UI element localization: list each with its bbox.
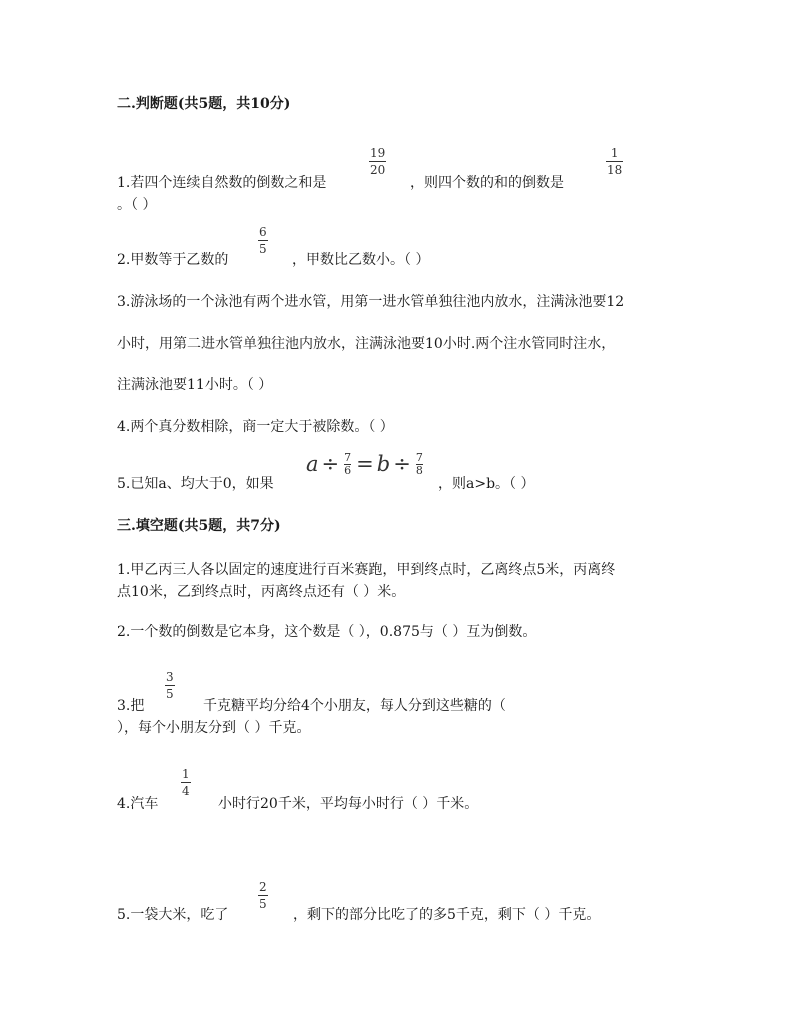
fraction-1-18 xyxy=(606,146,623,177)
question-text: ），每个小朋友分到（ ）千克。 xyxy=(117,720,311,736)
fraction-denominator: 4 xyxy=(182,784,190,798)
question-line: 1.甲乙丙三人各以固定的速度进行百米赛跑，甲到终点时，乙离终点5米，丙离终 xyxy=(117,562,616,578)
question-3-2: 2.一个数的倒数是它本身，这个数是（ ），0.875与（ ）互为倒数。 xyxy=(117,624,537,640)
fraction-bar xyxy=(258,895,268,896)
question-text: 2.甲数等于乙数的 xyxy=(117,252,229,268)
eq-fraction-7-8 xyxy=(416,452,423,477)
eq-variable-a: a xyxy=(306,452,319,476)
fraction-1-4 xyxy=(181,767,191,798)
fraction-numerator: 2 xyxy=(259,880,267,894)
eq-divide: ÷ xyxy=(393,452,411,476)
fraction-numerator: 1 xyxy=(610,146,619,160)
eq-variable-b: b xyxy=(376,452,391,476)
question-text: 5.已知a、均大于0，如果 xyxy=(117,476,274,492)
question-text: 5.一袋大米，吃了 xyxy=(117,907,229,923)
fraction-bar xyxy=(258,240,268,241)
fraction-denominator: 5 xyxy=(259,897,267,911)
section-title-fill-in: 三.填空题(共5题，共7分) xyxy=(117,518,281,534)
fraction-denominator: 5 xyxy=(166,687,174,701)
fraction-6-5 xyxy=(258,225,268,256)
fraction-numerator: 1 xyxy=(182,767,190,781)
question-line: 注满泳池要11小时。（ ） xyxy=(117,377,273,393)
fraction-bar xyxy=(181,782,191,783)
question-text: 3.把 xyxy=(117,698,145,714)
question-text: 千克糖平均分给4个小朋友，每人分到这些糖的（ xyxy=(203,698,506,714)
question-line: 3.游泳场的一个泳池有两个进水管，用第一进水管单独往池内放水，注满泳池要12 xyxy=(117,294,625,310)
question-text: 小时行20千米，平均每小时行（ ）千米。 xyxy=(218,796,479,812)
question-text: ，则a>b。（ ） xyxy=(438,476,535,492)
section-title-judgment: 二.判断题(共5题，共10分) xyxy=(117,96,291,112)
fraction-2-5 xyxy=(258,880,268,911)
question-text: ，甲数比乙数小。（ ） xyxy=(292,252,430,268)
fraction-bar xyxy=(369,161,386,162)
eq-divide: ÷ xyxy=(321,452,340,476)
question-line: 点10米，乙到终点时，丙离终点还有（ ）米。 xyxy=(117,584,406,600)
fraction-bar xyxy=(165,685,175,686)
fraction-numerator: 19 xyxy=(370,146,386,160)
fraction-denominator: 5 xyxy=(259,242,267,256)
eq-equals: = xyxy=(356,452,374,476)
question-2-4: 4.两个真分数相除，商一定大于被除数。（ ） xyxy=(117,419,394,435)
fraction-19-20 xyxy=(369,146,386,177)
fraction-denominator: 6 xyxy=(344,463,352,477)
question-text: ，剩下的部分比吃了的多5千克，剩下（ ）千克。 xyxy=(293,907,601,923)
question-line: 小时，用第二进水管单独往池内放水，注满泳池要10小时.两个注水管同时注水， xyxy=(117,336,616,352)
eq-fraction-7-6 xyxy=(344,452,351,477)
fraction-bar xyxy=(606,161,623,162)
question-text: 。（ ） xyxy=(117,197,157,213)
fraction-numerator: 7 xyxy=(415,450,423,464)
fraction-numerator: 6 xyxy=(259,225,267,239)
fraction-numerator: 3 xyxy=(166,670,174,684)
equation xyxy=(306,448,425,480)
fraction-numerator: 7 xyxy=(344,450,352,464)
fraction-3-5 xyxy=(165,670,175,701)
question-text: 1.若四个连续自然数的倒数之和是 xyxy=(117,175,327,191)
question-text: 4.汽车 xyxy=(117,796,159,812)
question-text: ，则四个数的和的倒数是 xyxy=(410,175,564,191)
fraction-denominator: 20 xyxy=(370,163,386,177)
fraction-denominator: 8 xyxy=(415,463,423,477)
fraction-denominator: 18 xyxy=(607,163,623,177)
